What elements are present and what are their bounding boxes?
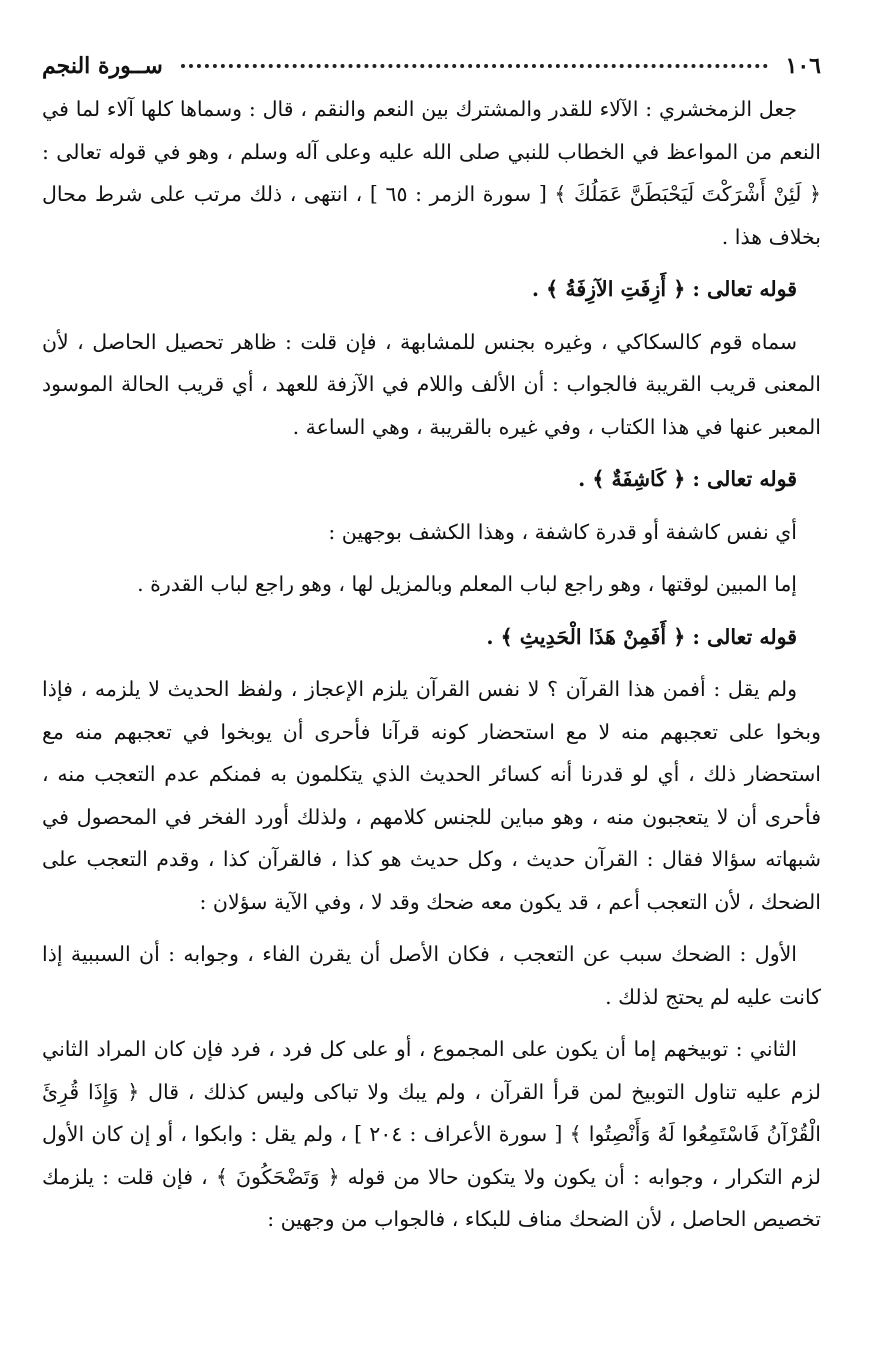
page-number: ١٠٦ <box>785 53 821 79</box>
surah-title: ســورة النجم <box>42 53 163 79</box>
header-dotted-rule <box>181 64 768 68</box>
paragraph-first-question: الأول : الضحك سبب عن التعجب ، فكان الأصل أن يقرن الفاء ، وجوابه : أن السببية إذا كانت عليه لم يحتج لذلك . <box>42 942 821 1009</box>
paragraph-two-ways: أي نفس كاشفة أو قدرة كاشفة ، وهذا الكشف بوجهين : <box>328 519 797 544</box>
paragraph-zamakhshari: جعل الزمخشري : الآلاء للقدر والمشترك بين النعم والنقم ، قال : وسماها كلها آلاء لما في النعم من المواعظ في الخطاب للنبي صلى الله عليه وعلى آله وسلم ، وهو في قوله تعالى : ﴿ لَئِنْ أَشْرَكْتَ لَيَحْبَطَنَّ عَمَلُكَ ﴾ [ سورة الزمر : ٦٥ ] ، انتهى ، ذلك مرتب على شرط محال بخلاف هذا . <box>42 97 822 249</box>
paragraph-mubin: إما المبين لوقتها ، وهو راجع لباب المعلم وبالمزيل لها ، وهو راجع لباب القدرة . <box>137 572 797 596</box>
verse-heading-kashifa: قوله تعالى : ﴿ كَاشِفَةٌ ﴾ . <box>578 467 797 491</box>
running-header <box>42 48 821 84</box>
verse-heading-azifat: قوله تعالى : ﴿ أَزِفَتِ الآزِفَةُ ﴾ . <box>531 277 797 301</box>
paragraph-second-question: الثاني : توبيخهم إما أن يكون على المجموع ، أو على كل فرد ، فرد فإن كان المراد الثاني لزم عليه تناول التوبيخ لمن قرأ القرآن ، ولم يبك ولا تباكى وليس كذلك ، قال ﴿ وَإِذَا قُرِئَ الْقُرْآنُ فَاسْتَمِعُوا لَهُ وَأَنْصِتُوا ﴾ [ سورة الأعراف : ٢٠٤ ] ، ولم يقل : وابكوا ، أو إن كان الأول لزم التكرار ، وجوابه : أن يكون ولا يتكون حالا من قوله ﴿ وَتَضْحَكُونَ ﴾ ، فإن قلت : يلزمك تخصيص الحاصل ، لأن الضحك مناف للبكاء ، فالجواب من وجهين : <box>42 1037 821 1231</box>
paragraph-sakkaki: سماه قوم كالسكاكي ، وغيره بجنس للمشابهة ، فإن قلت : ظاهر تحصيل الحاصل ، لأن المعنى قريب القريبة فالجواب : أن الألف واللام في الآزفة للعهد ، أي قريب الحالة الموسود المعبر عنها في هذا الكتاب ، وفي غيره بالقريبة ، وهي الساعة . <box>42 329 821 439</box>
page-body <box>42 88 821 1251</box>
verse-heading-afamin: قوله تعالى : ﴿ أَفَمِنْ هَذَا الْحَدِيثِ ﴾ . <box>486 624 797 649</box>
paragraph-hadith: ولم يقل : أفمن هذا القرآن ؟ لا نفس القرآن يلزم الإعجاز ، ولفظ الحديث لا يلزمه ، فإذا وبخوا على تعجبهم منه لا مع استحضار كونه قرآنا فأحرى أن يوبخوا في تعجبهم منه مع استحضار ذلك ، أي لو قدرنا أنه كسائر الحديث الذي يتكلمون به فمنكم عدم التعجب منه ، فأحرى أن لا يتعجبون منه ، وهو مباين للجنس كلامهم ، ولذلك أورد الفخر في المحصول في شبهاته سؤالا فقال : القرآن حديث ، وكل حديث هو كذا ، فالقرآن كذا ، وقدم التعجب على الضحك ، لأن التعجب أعم ، قد يكون معه ضحك وقد لا ، وفي الآية سؤلان : <box>42 677 821 914</box>
